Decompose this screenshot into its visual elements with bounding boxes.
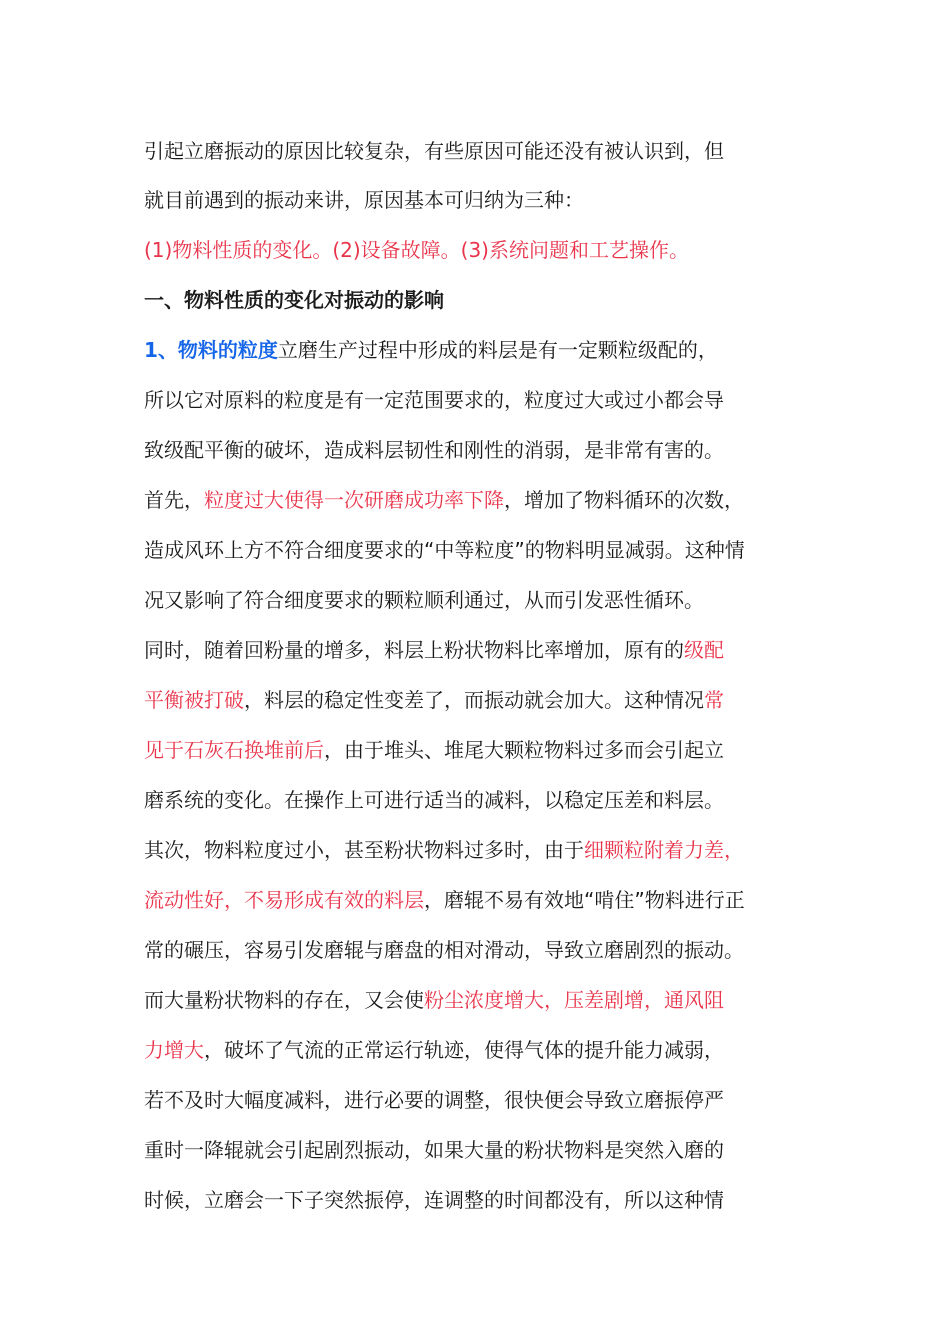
- text-segment: 况又影响了符合细度要求的颗粒顺利通过，从而引发恶性循环。: [144, 588, 704, 612]
- text-segment: 其次，物料粒度过小，甚至粉状物料过多时，由于: [144, 838, 584, 862]
- text-line-5: [144, 325, 718, 375]
- text-line-14: [144, 775, 724, 825]
- text-line-4: [144, 275, 444, 325]
- text-line-1: [144, 126, 724, 176]
- text-line-13: [144, 725, 724, 775]
- text-segment: 力增大: [144, 1038, 204, 1062]
- text-segment: 而大量粉状物料的存在，又会使: [144, 988, 424, 1012]
- text-segment: 引起立磨振动的原因比较复杂，有些原因可能还没有被认识到，但: [144, 139, 724, 163]
- text-segment: 粉尘浓度增大，压差剧增，通风阻: [424, 988, 724, 1012]
- text-line-16: [144, 875, 745, 925]
- text-segment: 常的碾压，容易引发磨辊与磨盘的相对滑动，导致立磨剧烈的振动。: [144, 938, 744, 962]
- text-segment: 立磨生产过程中形成的料层是有一定颗粒级配的，: [277, 338, 718, 362]
- text-line-9: [144, 525, 745, 575]
- text-segment: 首先，: [144, 488, 204, 512]
- text-segment: 级配: [684, 638, 724, 662]
- text-segment: 细颗粒附着力差，: [584, 838, 744, 862]
- text-segment: ，磨辊不易有效地“啃住”物料进行正: [424, 888, 745, 912]
- text-segment: ，破坏了气流的正常运行轨迹，使得气体的提升能力减弱，: [204, 1038, 724, 1062]
- text-line-22: [144, 1175, 724, 1225]
- text-segment: ，料层的稳定性变差了，而振动就会加大。这种情况: [244, 688, 704, 712]
- text-line-2: [144, 175, 584, 225]
- text-line-11: [144, 625, 724, 675]
- text-line-18: [144, 975, 724, 1025]
- text-segment: 时候，立磨会一下子突然振停，连调整的时间都没有，所以这种情: [144, 1188, 724, 1212]
- text-segment: 1、物料的粒度: [144, 338, 278, 362]
- text-segment: 重时一降辊就会引起剧烈振动，如果大量的粉状物料是突然入磨的: [144, 1138, 724, 1162]
- text-line-12: [144, 675, 724, 725]
- text-line-20: [144, 1075, 724, 1125]
- text-line-19: [144, 1025, 724, 1075]
- text-segment: 若不及时大幅度减料，进行必要的调整，很快便会导致立磨振停严: [144, 1088, 724, 1112]
- text-line-15: [144, 825, 744, 875]
- text-segment: ，由于堆头、堆尾大颗粒物料过多而会引起立: [324, 738, 724, 762]
- text-line-6: [144, 375, 724, 425]
- text-segment: 流动性好，不易形成有效的料层: [144, 888, 424, 912]
- text-line-8: [144, 475, 744, 525]
- text-segment: 所以它对原料的粒度是有一定范围要求的，粒度过大或过小都会导: [144, 388, 724, 412]
- text-segment: 同时，随着回粉量的增多，料层上粉状物料比率增加，原有的: [144, 638, 684, 662]
- text-segment: (1)物料性质的变化。(2)设备故障。(3)系统问题和工艺操作。: [144, 238, 689, 262]
- text-line-21: [144, 1125, 724, 1175]
- text-segment: 造成风环上方不符合细度要求的“中等粒度”的物料明显减弱。这种情: [144, 538, 745, 562]
- text-segment: ，增加了物料循环的次数，: [504, 488, 744, 512]
- text-line-3: [144, 225, 689, 275]
- text-segment: 就目前遇到的振动来讲，原因基本可归纳为三种：: [144, 188, 584, 212]
- text-line-10: [144, 575, 704, 625]
- text-segment: 平衡被打破: [144, 688, 244, 712]
- text-line-17: [144, 925, 744, 975]
- text-segment: 见于石灰石换堆前后: [144, 738, 324, 762]
- text-segment: 磨系统的变化。在操作上可进行适当的减料，以稳定压差和料层。: [144, 788, 724, 812]
- text-segment: 致级配平衡的破坏，造成料层韧性和刚性的消弱，是非常有害的。: [144, 438, 724, 462]
- text-segment: 粒度过大使得一次研磨成功率下降: [204, 488, 504, 512]
- text-line-7: [144, 425, 724, 475]
- text-segment: 常: [704, 688, 724, 712]
- text-segment: 一、物料性质的变化对振动的影响: [144, 288, 444, 312]
